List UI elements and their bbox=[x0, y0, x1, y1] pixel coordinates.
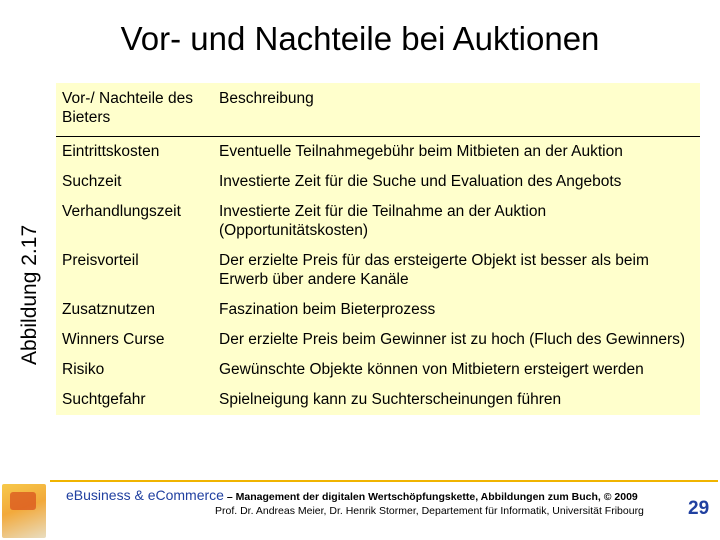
table-row bbox=[56, 246, 700, 295]
description-cell: Eventuelle Teilnahmegebühr beim Mitbieten an der Auktion bbox=[219, 143, 623, 160]
description-cell: Der erzielte Preis für das ersteigerte Objekt ist besser als beim Erwerb über andere Kanäle bbox=[219, 252, 649, 288]
logo-mark-icon bbox=[10, 492, 36, 510]
criterion-cell: Winners Curse bbox=[62, 331, 165, 348]
table-row bbox=[56, 167, 700, 197]
criterion-cell: Preisvorteil bbox=[62, 252, 139, 269]
criterion-cell: Suchtgefahr bbox=[62, 391, 146, 408]
criterion-cell: Suchzeit bbox=[62, 173, 122, 190]
description-cell: Faszination beim Bieterprozess bbox=[219, 301, 436, 318]
comparison-table bbox=[56, 83, 700, 415]
table-row bbox=[56, 197, 700, 246]
header-cell-criterion: Vor-/ Nachteile des Bieters bbox=[56, 83, 213, 137]
criterion-cell: Zusatznutzen bbox=[62, 301, 156, 318]
book-cover-logo bbox=[2, 484, 46, 538]
footer-author: Prof. Dr. Andreas Meier, Dr. Henrik Stormer, Departement für Informatik, Universität Fribourg bbox=[215, 505, 644, 517]
description-cell: Spielneigung kann zu Suchterscheinungen führen bbox=[219, 391, 562, 408]
page-number: 29 bbox=[688, 498, 710, 519]
criterion-cell: Risiko bbox=[62, 361, 105, 378]
description-cell: Gewünschte Objekte können von Mitbietern ersteigert werden bbox=[219, 361, 644, 378]
criterion-cell: Eintrittskosten bbox=[62, 143, 160, 160]
description-cell: Investierte Zeit für die Suche und Evaluation des Angebots bbox=[219, 173, 622, 190]
header-cell-description: Beschreibung bbox=[213, 83, 700, 137]
footer-title bbox=[66, 487, 638, 503]
figure-label: Abbildung 2.17 bbox=[18, 224, 41, 365]
slide-title: Vor- und Nachteile bei Auktionen bbox=[120, 20, 600, 57]
table-row bbox=[56, 137, 700, 168]
footer-rule bbox=[50, 480, 718, 482]
table-body bbox=[56, 83, 700, 415]
table bbox=[56, 83, 700, 415]
table-row bbox=[56, 385, 700, 415]
description-cell: Investierte Zeit für die Teilnahme an der Auktion (Opportunitätskosten) bbox=[219, 203, 547, 239]
table-header-row bbox=[56, 83, 700, 137]
description-cell: Der erzielte Preis beim Gewinner ist zu hoch (Fluch des Gewinners) bbox=[219, 331, 686, 348]
table-row bbox=[56, 355, 700, 385]
footer-subtitle: – Management der digitalen Wertschöpfungskette, Abbildungen zum Buch, © 2009 bbox=[223, 491, 638, 503]
footer bbox=[0, 478, 720, 540]
table-row bbox=[56, 325, 700, 355]
footer-brand: eBusiness & eCommerce bbox=[66, 487, 224, 503]
table-row bbox=[56, 295, 700, 325]
criterion-cell: Verhandlungszeit bbox=[62, 203, 181, 220]
